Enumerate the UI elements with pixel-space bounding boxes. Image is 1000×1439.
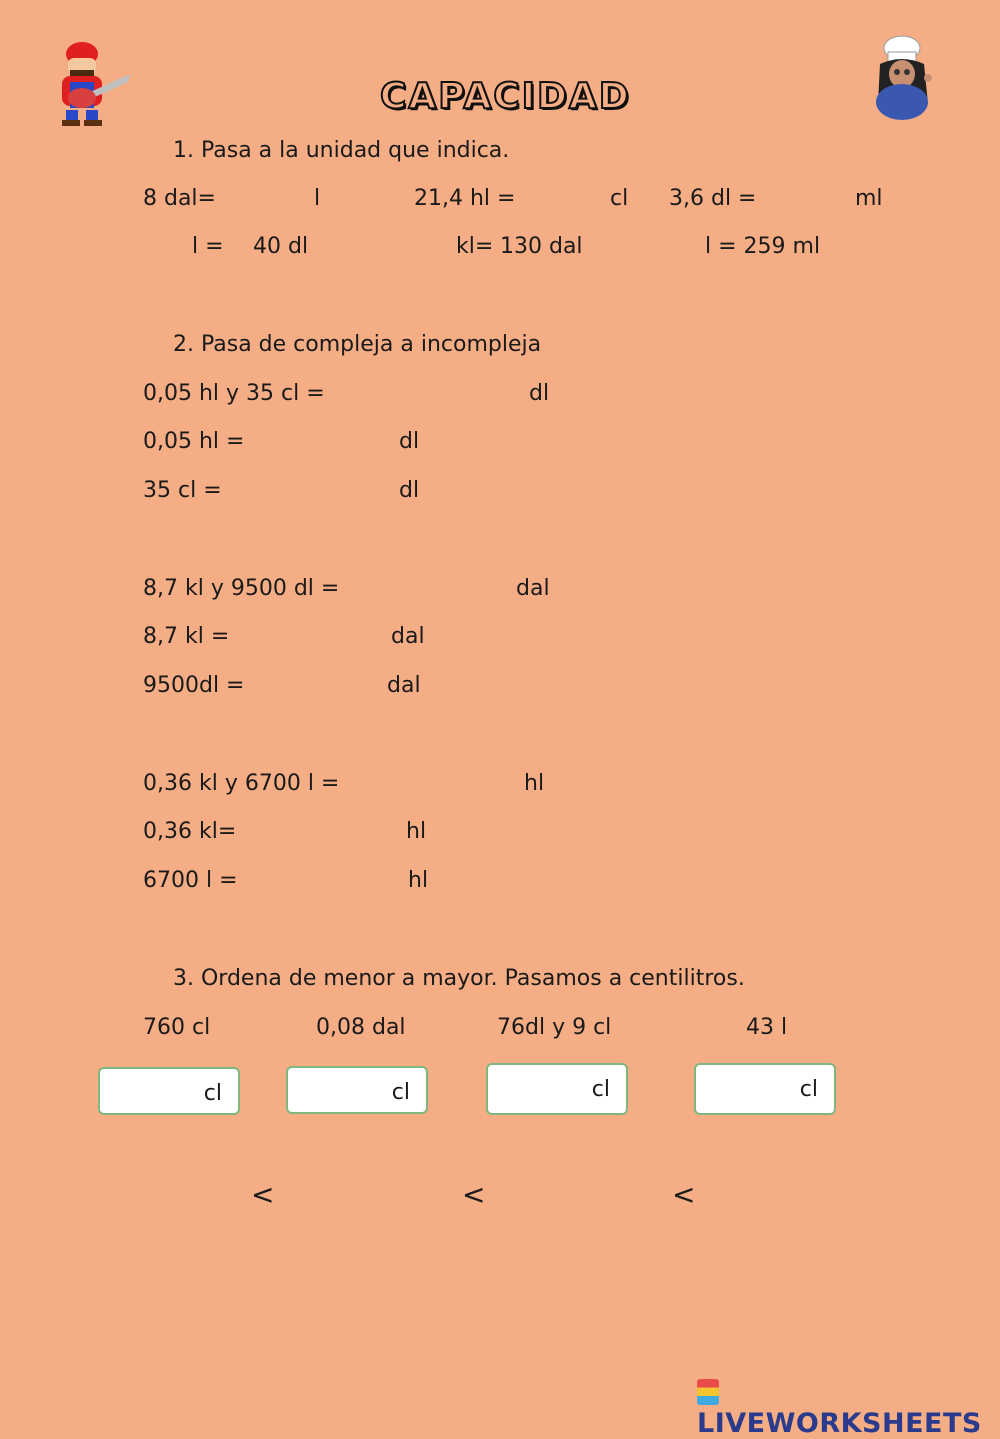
ex2-g3-sub1: 0,36 kl=: [143, 819, 237, 844]
exercise2-heading: 2. Pasa de compleja a incompleja: [173, 332, 542, 357]
answer-box-unit: cl: [203, 1081, 222, 1106]
ex1-r2-c1-value: 40 dl: [253, 234, 309, 259]
ex2-g1-sub1: 0,05 hl =: [143, 429, 245, 454]
logo-text: LIVEWORKSHEETS: [697, 1408, 982, 1439]
ex1-r1-c2-unit: cl: [610, 186, 629, 211]
answer-box-3[interactable]: [486, 1063, 628, 1115]
ex1-r2-c3-unit: l = 259 ml: [705, 234, 821, 259]
answer-box-4[interactable]: [694, 1063, 836, 1115]
live-badge-icon: [697, 1379, 719, 1405]
ex1-r1-c1-unit: l: [314, 186, 321, 211]
page-title: CAPACIDAD: [380, 76, 631, 117]
ex2-g3-main: 0,36 kl y 6700 l =: [143, 771, 340, 796]
ex2-g2-sub1: 8,7 kl =: [143, 624, 230, 649]
ex2-g1-sub2-unit: dl: [399, 478, 420, 503]
ex2-g3-main-unit: hl: [524, 771, 545, 796]
less-than-1: <: [251, 1178, 275, 1211]
ex3-item-1: 760 cl: [143, 1015, 211, 1040]
ex2-g2-sub1-unit: dal: [391, 624, 425, 649]
ex2-g2-sub2: 9500dl =: [143, 673, 245, 698]
ex2-g3-sub2: 6700 l =: [143, 868, 238, 893]
ex3-item-3: 76dl y 9 cl: [497, 1015, 612, 1040]
ex2-g2-main-unit: dal: [516, 576, 550, 601]
ex3-item-2: 0,08 dal: [316, 1015, 406, 1040]
ex1-r1-c3-left: 3,6 dl =: [669, 186, 757, 211]
ex2-g1-sub2: 35 cl =: [143, 478, 222, 503]
ex2-g1-main: 0,05 hl y 35 cl =: [143, 381, 325, 406]
ex1-r2-c2-unit: kl=: [456, 234, 494, 259]
answer-box-unit: cl: [591, 1077, 610, 1102]
answer-box-unit: cl: [391, 1080, 410, 1105]
exercise3-heading: 3. Ordena de menor a mayor. Pasamos a centilitros.: [173, 966, 745, 991]
ex1-r1-c2-left: 21,4 hl =: [414, 186, 516, 211]
ex1-r2-c1-unit: l =: [192, 234, 224, 259]
mario-guitar-icon: [46, 34, 130, 130]
ex2-g2-sub2-unit: dal: [387, 673, 421, 698]
chef-character-icon: [870, 34, 940, 126]
answer-box-2[interactable]: [286, 1066, 428, 1114]
ex1-r1-c3-unit: ml: [855, 186, 883, 211]
ex1-r2-c2-value: 130 dal: [500, 234, 583, 259]
ex2-g1-sub1-unit: dl: [399, 429, 420, 454]
less-than-2: <: [462, 1178, 486, 1211]
ex1-r1-c1-left: 8 dal=: [143, 186, 216, 211]
exercise1-heading: 1. Pasa a la unidad que indica.: [173, 138, 510, 163]
ex2-g2-main: 8,7 kl y 9500 dl =: [143, 576, 340, 601]
ex2-g1-main-unit: dl: [529, 381, 550, 406]
ex2-g3-sub1-unit: hl: [406, 819, 427, 844]
ex2-g3-sub2-unit: hl: [408, 868, 429, 893]
answer-box-1[interactable]: [98, 1067, 240, 1115]
liveworksheets-logo: [697, 1377, 1000, 1439]
less-than-3: <: [672, 1178, 696, 1211]
ex3-item-4: 43 l: [746, 1015, 788, 1040]
answer-box-unit: cl: [799, 1077, 818, 1102]
